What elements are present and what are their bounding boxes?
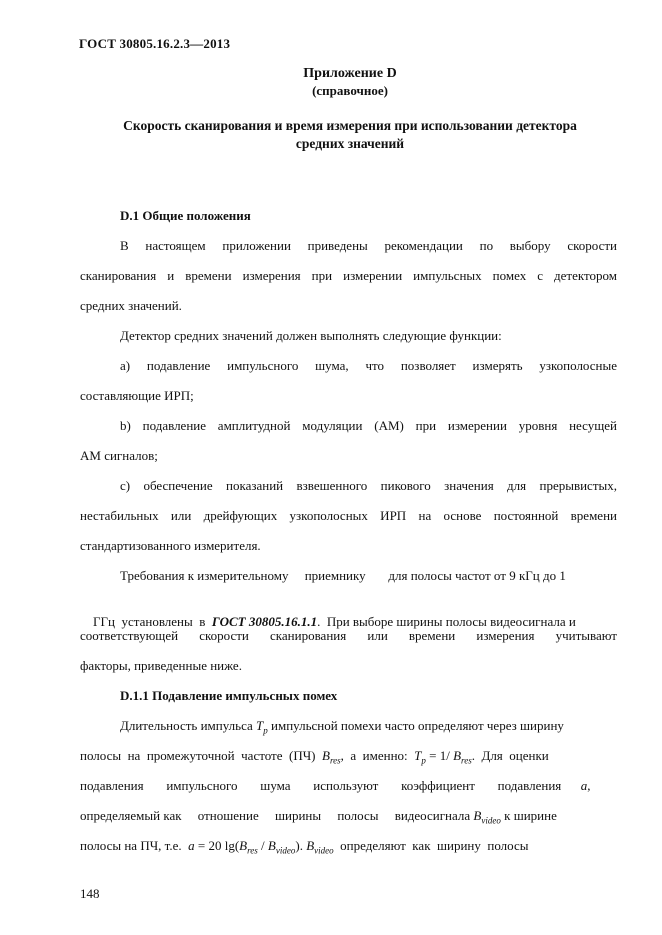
text-span: = 1/ <box>425 748 454 763</box>
math-symbol: T <box>414 748 422 763</box>
text-span: . При выборе ширины полосы видеосигнала и <box>317 614 576 629</box>
math-symbol: B <box>473 808 482 823</box>
math-subscript: video <box>314 845 334 856</box>
math-symbol: B <box>267 838 276 853</box>
text-span: / <box>257 838 268 853</box>
math-subscript: res <box>247 845 258 856</box>
math-subscript: video <box>275 845 296 856</box>
paragraph-line: В настоящем приложении приведены рекомендации по выбору скорости <box>120 238 617 253</box>
paragraph-line: факторы, приведенные ниже. <box>80 658 242 673</box>
math-symbol: B <box>453 748 462 763</box>
math-subscript: video <box>481 815 501 826</box>
text-span: , а именно: <box>340 748 415 763</box>
paragraph-line <box>80 838 617 856</box>
appendix-subtitle: (справочное) <box>312 83 388 98</box>
standard-code: ГОСТ 30805.16.2.3—2013 <box>79 36 231 51</box>
paragraph-line: Детектор средних значений должен выполнять следующие функции: <box>120 328 502 343</box>
math-symbol: B <box>239 838 248 853</box>
document-title <box>80 117 620 153</box>
paragraph-line <box>120 718 617 736</box>
paragraph-line: сканирования и времени измерения при измерении импульсных помех с детектором <box>80 268 617 283</box>
text-span: ГГц установлены в <box>93 614 212 629</box>
text-span: полосы на промежуточной частоте (ПЧ) <box>80 748 323 763</box>
paragraph-line: соответствующей скорости сканирования или времени измерения учитывают <box>80 628 617 643</box>
text-span: . Для оценки <box>471 748 549 763</box>
text-span: импульсной помехи часто определяют через ширину <box>267 718 564 733</box>
text-span: полосы на ПЧ, т.е. <box>80 838 189 853</box>
text-span: определяют как ширину полосы <box>333 838 529 853</box>
math-subscript: res <box>329 755 341 766</box>
document-title-line-1: Скорость сканирования и время измерения при использовании детектора <box>123 118 577 133</box>
text-span: к ширине <box>500 808 557 823</box>
section-heading-d11: D.1.1 Подавление импульсных помех <box>120 688 338 703</box>
paragraph-line <box>80 778 617 794</box>
math-subscript: p <box>421 755 426 766</box>
paragraph-line: Требования к измерительному приемнику для полосы частот от 9 кГц до 1 <box>120 568 566 583</box>
list-item-c-cont: стандартизованного измерителя. <box>80 538 261 553</box>
list-item-c: c) обеспечение показаний взвешенного пикового значения для прерывистых, <box>120 478 617 493</box>
list-item-a-cont: составляющие ИРП; <box>80 388 194 403</box>
document-title-line-2: средних значений <box>295 136 405 151</box>
math-symbol: a <box>188 838 195 853</box>
text-span: подавления импульсного шума используют коэффициент подавления <box>80 778 581 793</box>
text-span: Длительность импульса <box>120 718 257 733</box>
math-symbol: T <box>256 718 264 733</box>
section-heading-d1: D.1 Общие положения <box>120 208 251 223</box>
page-number: 148 <box>80 886 100 901</box>
paragraph-line: средних значений. <box>80 298 182 313</box>
list-item-b-cont: АМ сигналов; <box>80 448 158 463</box>
math-symbol: a <box>580 778 588 793</box>
list-item-c-cont: нестабильных или дрейфующих узкополосных ИРП на основе постоянной времени <box>80 508 617 523</box>
math-subscript: p <box>263 725 268 736</box>
appendix-title: Приложение D <box>303 66 397 81</box>
list-item-b: b) подавление амплитудной модуляции (АМ) при измерении уровня несущей <box>120 418 617 433</box>
paragraph-line <box>80 808 617 826</box>
math-subscript: res <box>461 755 472 766</box>
text-span: = 20 lg( <box>194 838 240 853</box>
text-span: определяемый как отношение ширины полосы видеосигнала <box>80 808 474 823</box>
text-span: , <box>587 778 591 793</box>
math-symbol: B <box>322 748 330 763</box>
list-item-a: а) подавление импульсного шума, что позволяет измерять узкополосные <box>120 358 617 373</box>
paragraph-line <box>80 748 617 766</box>
standard-reference: ГОСТ 30805.16.1.1 <box>211 614 318 629</box>
math-symbol: B <box>306 838 315 853</box>
text-span: ). <box>295 838 307 853</box>
